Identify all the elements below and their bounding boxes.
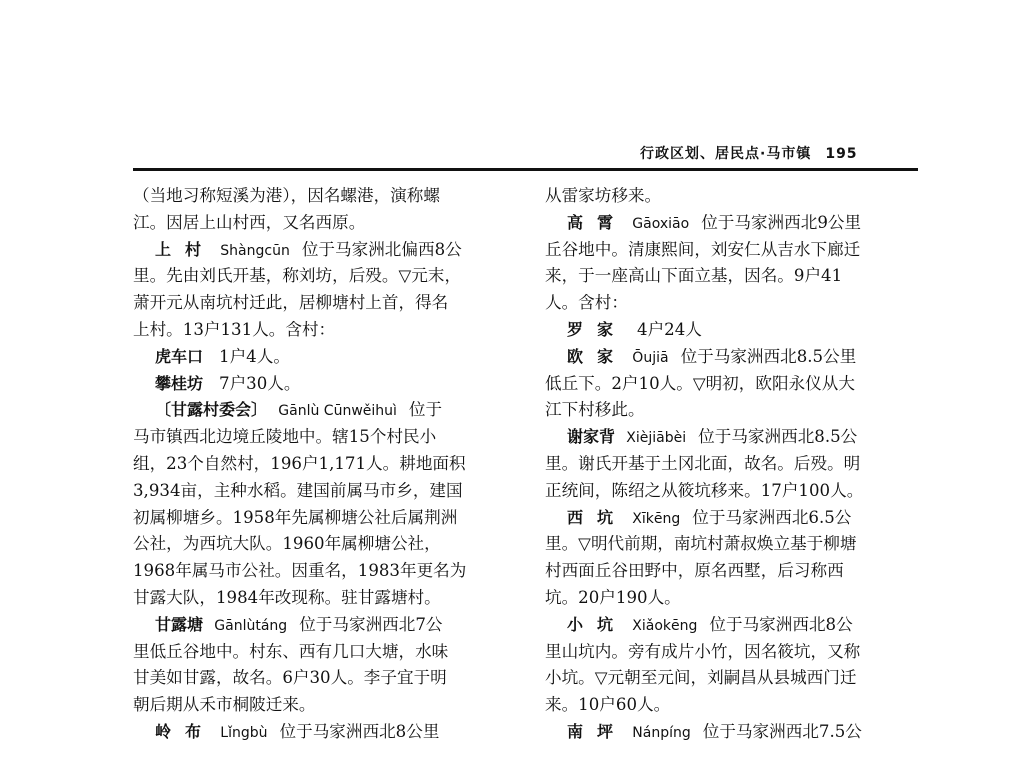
body-text: 公社，为西坑大队。1960年属柳塘公社， (133, 534, 441, 554)
entry-line (133, 237, 511, 264)
text-line (133, 639, 511, 666)
page-number: 195 (825, 146, 858, 162)
entry-headword: 小坑 (567, 614, 628, 634)
body-text: 村西面丘谷田野中，原名西墅，后习称西 (545, 561, 844, 581)
body-text: 萧开元从南坑村迁此，居柳塘村上首，得名 (133, 293, 449, 313)
right-text-column (545, 183, 923, 746)
body-text: 来。10户60人。 (545, 695, 671, 715)
entry-headword: 甘露塘 (155, 614, 204, 634)
body-text: 初属柳塘乡。1958年先属柳塘公社后属荆洲 (133, 507, 458, 527)
entry-line (545, 344, 923, 371)
entry-headword: 欧家 (567, 346, 628, 366)
entry-line (133, 397, 511, 424)
entry-line (545, 210, 923, 237)
running-header (640, 143, 858, 163)
entry-line (545, 719, 923, 746)
subvillage-line (133, 344, 511, 371)
body-text: 1户4人。 (219, 346, 290, 366)
entry-pinyin: Xièjiābèi (626, 430, 687, 447)
body-text: 位于马家洲西北7.5公 (702, 721, 862, 741)
text-line (545, 558, 923, 585)
entry-line (545, 505, 923, 532)
subvillage-name: 虎车口 (155, 346, 204, 366)
body-text: 甘露大队，1984年改现称。驻甘露塘村。 (133, 587, 441, 607)
text-line (133, 290, 511, 317)
body-text: 里。谢氏开基于土冈北面，故名。后殁。明 (545, 453, 861, 473)
text-line (133, 317, 511, 344)
body-text: 位于马家洲西北8.5公 (698, 427, 858, 447)
text-line (133, 424, 511, 451)
entry-pinyin: Xiǎokēng (632, 617, 698, 634)
text-line (545, 451, 923, 478)
body-text: 江下村移此。 (545, 400, 645, 420)
body-text: 位于马家洲北偏西8公 (301, 239, 462, 259)
body-text: （当地习称短溪为港），因名螺港，演称螺 (133, 186, 440, 205)
body-text: 小坑。▽元朝至元间，刘嗣昌从县城西门迁 (545, 668, 857, 688)
subvillage-line (545, 317, 923, 344)
body-text: 位于马家洲西北8.5公里 (680, 346, 857, 366)
body-text: 位于马家洲西北8公里 (279, 721, 440, 741)
entry-pinyin: Shàngcūn (220, 242, 290, 259)
body-text: 里。▽明代前期，南坑村萧叔焕立基于柳塘 (545, 534, 857, 554)
entry-pinyin: Gāoxiāo (632, 215, 690, 232)
entry-pinyin: Xīkēng (632, 510, 681, 527)
body-text: 坑。20户190人。 (545, 587, 681, 607)
body-text: 江。因居上山村西，又名西原。 (133, 212, 366, 232)
entry-pinyin: Nánpíng (632, 724, 691, 741)
body-text: 组，23个自然村，196户1,171人。耕地面积 (133, 453, 466, 473)
subvillage-line (133, 371, 511, 398)
text-line (545, 397, 923, 424)
entry-line (133, 719, 511, 746)
text-line (545, 639, 923, 666)
body-text: 7户30人。 (219, 373, 301, 393)
body-text: 位于 (408, 400, 443, 420)
text-line (545, 478, 923, 505)
body-text: 位于马家洲西北6.5公 (692, 507, 852, 527)
entry-headword: 岭布 (155, 721, 216, 741)
text-line (133, 531, 511, 558)
entry-headword: 高霄 (567, 212, 628, 232)
text-line (133, 478, 511, 505)
body-text: 位于马家洲西北7公 (299, 614, 443, 634)
text-line (545, 585, 923, 612)
entry-headword: 上村 (155, 239, 216, 259)
text-line (545, 371, 923, 398)
body-text: 从雷家坊移来。 (545, 186, 662, 205)
body-text: 马市镇西北边境丘陵地中。辖15个村民小 (133, 427, 437, 447)
body-text: 人。含村： (545, 293, 628, 313)
text-line (545, 290, 923, 317)
header-rule (133, 168, 918, 171)
entry-headword: 谢家背 (567, 427, 616, 447)
text-line (545, 692, 923, 719)
body-text: 朝后期从禾市桐陂迁来。 (133, 695, 316, 715)
entry-pinyin: Lǐngbù (220, 724, 268, 741)
body-text: 4户24人 (637, 319, 702, 339)
body-text: 上村。13户131人。含村： (133, 319, 336, 339)
entry-pinyin: Gānlù Cūnwěihuì (278, 403, 397, 420)
text-line (133, 692, 511, 719)
entry-pinyin: Ōujiā (632, 349, 669, 366)
text-line (133, 665, 511, 692)
body-text: 正统间，陈绍之从筱坑移来。17户100人。 (545, 480, 864, 500)
text-line (545, 263, 923, 290)
text-line (133, 210, 511, 237)
text-line (545, 531, 923, 558)
header-title: 行政区划、居民点·马市镇 (640, 146, 812, 162)
body-text: 里低丘谷地中。村东、西有几口大塘，水味 (133, 641, 449, 661)
body-text: 1968年属马市公社。因重名，1983年更名为 (133, 561, 467, 581)
text-line (133, 183, 511, 210)
body-text: 位于马家洲西北8公 (709, 614, 853, 634)
body-text: 来，于一座高山下面立基，因名。9户41 (545, 266, 843, 286)
entry-line (545, 612, 923, 639)
text-line (545, 237, 923, 264)
body-text: 里山坑内。旁有成片小竹，因名筱坑，又称 (545, 641, 861, 661)
body-text: 里。先由刘氏开基，称刘坊，后殁。▽元末， (133, 266, 462, 286)
entry-line (545, 424, 923, 451)
subvillage-name: 攀桂坊 (155, 373, 204, 393)
body-text: 3,934亩，主种水稻。建国前属马市乡，建国 (133, 480, 463, 500)
body-text: 甘美如甘露，故名。6户30人。李子宜于明 (133, 668, 447, 688)
text-line (133, 558, 511, 585)
text-line (545, 183, 923, 210)
text-line (133, 263, 511, 290)
subvillage-name: 罗家 (567, 319, 628, 339)
text-line (545, 665, 923, 692)
entry-headword: 〔甘露村委会〕 (155, 400, 268, 420)
body-text: 低丘下。2户10人。▽明初，欧阳永仪从大 (545, 373, 855, 393)
entry-headword: 西坑 (567, 507, 628, 527)
text-line (133, 585, 511, 612)
body-text: 位于马家洲西北9公里 (701, 212, 862, 232)
body-text: 丘谷地中。清康熙间，刘安仁从吉水下廊迁 (545, 239, 861, 259)
text-line (133, 505, 511, 532)
left-text-column (133, 183, 511, 746)
entry-pinyin: Gānlùtáng (214, 617, 288, 634)
entry-line (133, 612, 511, 639)
text-line (133, 451, 511, 478)
entry-headword: 南坪 (567, 721, 628, 741)
